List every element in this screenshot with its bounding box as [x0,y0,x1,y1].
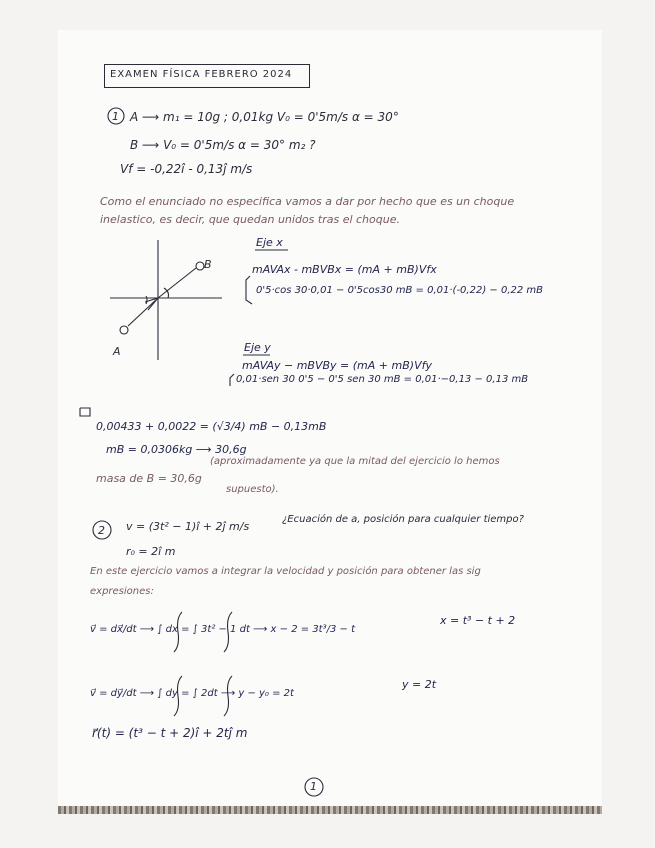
given-v-line: v = (3t² − 1)î + 2ĵ m/s [126,520,250,533]
mass-result: masa de B = 30,6g [96,472,202,485]
axis-y-title: Eje y [244,341,271,354]
system-bracket-x [246,276,252,304]
mass-note-line-2: supuesto). [226,484,279,495]
given-r0-line: r₀ = 2î m [126,545,176,558]
intro-1-line-1: Como el enunciado no especifica vamos a dar por hecho que es un choque [100,195,515,208]
small-box-mark [80,408,90,416]
system-bracket-y [230,374,234,386]
eq-vx: v⃗ = dx⃗/dt ⟶ ∫ dx = ∫ 3t² − 1 dt ⟶ x − 2 = 3t³/3 − t [90,624,355,635]
solve-line-1: 0,00433 + 0,0022 = (√3/4) mB − 0,13mB [96,420,327,433]
eq-y-1: mAVAy − mBVBy = (mA + mB)Vfy [242,359,432,372]
intro-2-line-1: En este ejercicio vamos a integrar la velocidad y posición para obtener las sig [90,566,481,577]
diagram-label-a: A [113,345,121,358]
result-y: y = 2t [402,678,437,691]
given-b-line: B ⟶ V₀ = 0'5m/s α = 30° m₂ ? [130,138,316,152]
problem-2-number: 2 [98,524,105,537]
intro-1-line-2: inelastico, es decir, que quedan unidos tras el choque. [100,213,400,226]
eq-vy: v⃗ = dy⃗/dt ⟶ ∫ dy = ∫ 2dt ⟶ y − y₀ = 2t [90,688,294,699]
solve-line-2: mB = 0,0306kg ⟶ 30,6g [106,443,247,456]
result-x: x = t³ − t + 2 [440,614,516,627]
page-number: 1 [310,780,317,793]
question-line: ¿Ecuación de a, posición para cualquier tiempo? [282,514,524,525]
given-vf-line: Vf = -0,22î - 0,13ĵ m/s [120,162,253,176]
final-position-vector: r⃗(t) = (t³ − t + 2)î + 2tĵ m [92,726,248,740]
vector-a-line [128,298,158,326]
angle-a-arc [146,296,147,304]
ball-a [120,326,128,334]
axis-x-title: Eje x [256,236,283,249]
page-title: EXAMEN FÍSICA FEBRERO 2024 [110,69,293,80]
ball-b [196,262,204,270]
diagram-label-b: B [204,258,212,271]
eq-x-2: 0'5·cos 30·0,01 − 0'5cos30 mB = 0,01·(-0,22) − 0,22 mB [256,285,544,296]
vector-b-line [158,268,196,298]
problem-1-number: 1 [112,110,119,123]
given-a-line: A ⟶ m₁ = 10g ; 0,01kg V₀ = 0'5m/s α = 30° [130,110,399,124]
eq-y-2: 0,01·sen 30 0'5 − 0'5 sen 30 mB = 0,01·−0,13 − 0,13 mB [236,374,529,385]
mass-note-line-1: (aproximadamente ya que la mitad del ejercicio lo hemos [210,456,500,467]
intro-2-line-2: expresiones: [90,586,154,597]
eq-x-1: mAVAx - mBVBx = (mA + mB)Vfx [252,263,437,276]
